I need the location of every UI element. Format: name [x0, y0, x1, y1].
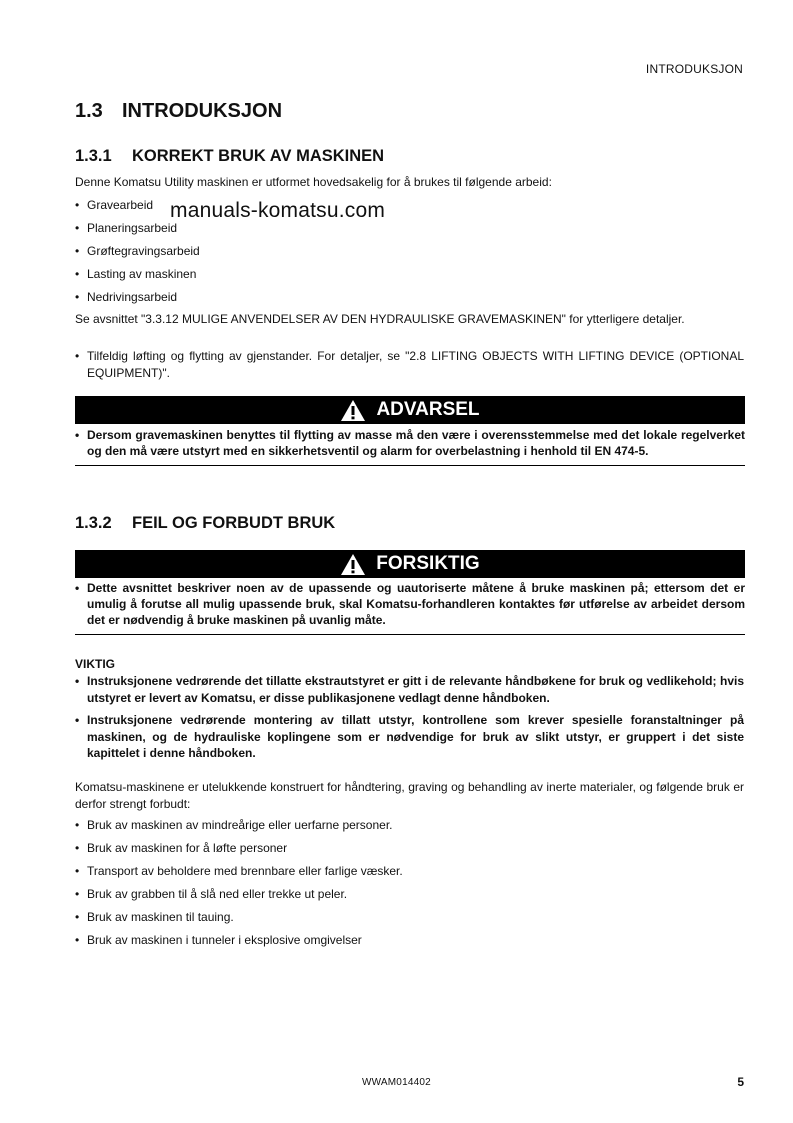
caution-text: • Dette avsnittet beskriver noen av de upassende og uautoriserte måtene å bruke maskinen på; ettersom det er umulig å forutse all mulig upassende bruk, skal Komatsu-forhandleren kontaktes før utførelse av arbeidet dersom det er nødvendig å bruke maskinen på uvanlig måte.: [75, 580, 745, 628]
subsection-heading-2: [75, 514, 335, 533]
caution-banner: [75, 550, 745, 578]
list-item: • Bruk av maskinen for å løfte personer: [75, 840, 744, 863]
important-title: VIKTIG: [75, 657, 116, 671]
list-item: • Bruk av maskinen til tauing.: [75, 909, 744, 932]
important-list: [75, 673, 744, 768]
subsection-heading-1: [75, 147, 384, 166]
list-item: • Grøftegravingsarbeid: [75, 243, 744, 266]
intro-paragraph-1: Denne Komatsu Utility maskinen er utformet hovedsakelig for å brukes til følgende arbeid:: [75, 175, 552, 189]
page-number: 5: [737, 1075, 744, 1089]
list-item: • Instruksjonene vedrørende montering av tillatt utstyr, kontrollene som krever spesielle foranstaltninger på maskinen, og de hydrauliske koplingene som er nødvendige for bruk av slikt utstyr, er gruppert i det siste kapittelet i denne håndboken.: [75, 712, 744, 762]
section-heading: [75, 100, 282, 123]
warning-triangle-icon: [340, 553, 366, 576]
lifting-note-list: [75, 348, 744, 382]
list-item: • Gravearbeid: [75, 197, 744, 220]
list-item: • Transport av beholdere med brennbare eller farlige væsker.: [75, 863, 744, 886]
list-item: • Nedrivingsarbeid: [75, 289, 744, 312]
running-header: INTRODUKSJON: [645, 62, 743, 76]
caution-label: FORSIKTIG: [376, 553, 480, 574]
watermark-text: manuals-komatsu.com: [170, 199, 386, 222]
section-number: 1.3: [75, 100, 103, 122]
subsection-number-2: 1.3.2: [75, 514, 112, 532]
forbidden-intro-paragraph: Komatsu-maskinene er utelukkende konstruert for håndtering, graving og behandling av inerte materialer, og følgende bruk er derfor strengt forbudt:: [75, 780, 744, 811]
warning-banner: [75, 396, 745, 424]
subsection-title-1: KORREKT BRUK AV MASKINEN: [132, 147, 385, 165]
list-item: • Tilfeldig løfting og flytting av gjenstander. For detaljer, se "2.8 LIFTING OBJECTS WITH LIFTING DEVICE (OPTIONAL EQUIPMENT)".: [75, 348, 744, 382]
warning-label: ADVARSEL: [376, 399, 480, 420]
warning-box: [75, 427, 745, 466]
list-item: • Planeringsarbeid: [75, 220, 744, 243]
subsection-number-1: 1.3.1: [75, 147, 112, 165]
list-item: • Instruksjonene vedrørende det tillatte ekstrautstyret er gitt i de relevante håndbøkene for bruk og vedlikehold; hvis utstyret er levert av Komatsu, er disse publikasjonene vedlagt denne håndboken.: [75, 673, 744, 706]
document-code: WWAM014402: [362, 1077, 431, 1088]
list-item: • Lasting av maskinen: [75, 266, 744, 289]
caution-box: [75, 580, 745, 635]
subsection-title-2: FEIL OG FORBUDT BRUK: [132, 514, 336, 532]
section-title: INTRODUKSJON: [122, 100, 283, 122]
warning-text: • Dersom gravemaskinen benyttes til flytting av masse må den være i overensstemmelse med det lokale regelverket og den må være utstyrt med en sikkerhetsventil og alarm for overbelastning i henhold til EN 474-5.: [75, 427, 745, 459]
list-item: • Bruk av maskinen i tunneler i eksplosive omgivelser: [75, 932, 744, 955]
list-item: • Bruk av grabben til å slå ned eller trekke ut peler.: [75, 886, 744, 909]
see-also-paragraph: Se avsnittet "3.3.12 MULIGE ANVENDELSER AV DEN HYDRAULISKE GRAVEMASKINEN" for ytterligere detaljer.: [75, 312, 685, 326]
warning-triangle-icon: [340, 399, 366, 422]
forbidden-list: [75, 817, 744, 955]
list-item: • Bruk av maskinen av mindreårige eller uerfarne personer.: [75, 817, 744, 840]
